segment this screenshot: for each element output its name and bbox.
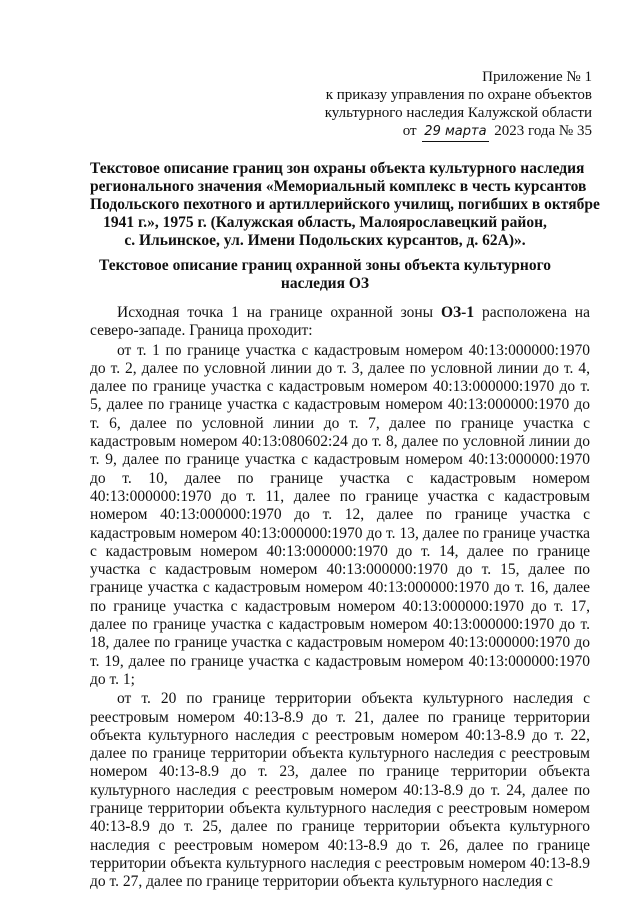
appendix-order-ref: к приказу управления по охране объектов xyxy=(325,87,592,103)
zone-code: ОЗ-1 xyxy=(440,304,475,321)
document-title xyxy=(90,160,600,250)
appendix-authority: культурного наследия Калужской области xyxy=(324,105,592,121)
title-line: с. Ильинское, ул. Имени Подольских курсантов, д. 62А)». xyxy=(124,232,526,249)
date-prefix: от xyxy=(402,123,417,139)
boundary-paragraph-2: от т. 20 по границе территории объекта культурного наследия с реестровым номером 40:13-8.9 до т. 21, далее по границе территории объекта культурного наследия с реестровым номером 40:13-8.9 до т. 22, далее по границе территории объекта культурного наследия с реестровым номером 40:13-8.9 до т. 23, далее по границе территории объекта культурного наследия с реестровым номером 40:13-8.9 до т. 24, далее по границе территории объекта культурного наследия с реестровым номером 40:13-8.9 до т. 25, далее по границе территории объекта культурного наследия с реестровым номером 40:13-8.9 до т. 26, далее по границе территории объекта культурного наследия с реестровым номером 40:13-8.9 до т. 27, далее по границе территории объекта культурного наследия с xyxy=(90,690,590,891)
document-body xyxy=(90,304,590,893)
title-line: Текстовое описание границ зон охраны объекта культурного наследия xyxy=(90,160,585,177)
handwritten-date: 29 марта xyxy=(422,123,488,142)
appendix-number: Приложение № 1 xyxy=(482,69,592,85)
section-title xyxy=(90,257,560,293)
title-line: регионального значения «Мемориальный комплекс в честь курсантов xyxy=(90,178,587,195)
subtitle-line: Текстовое описание границ охранной зоны объекта культурного xyxy=(98,257,552,274)
title-line: 1941 г.», 1975 г. (Калужская область, Малоярославецкий район, xyxy=(103,214,547,231)
subtitle-line: наследия ОЗ xyxy=(280,275,370,292)
title-line: Подольского пехотного и артиллерийского училищ, погибших в октябре xyxy=(90,196,600,213)
appendix-date-line xyxy=(322,122,592,142)
appendix-header xyxy=(322,68,592,142)
boundary-paragraph-1: от т. 1 по границе участка с кадастровым номером 40:13:000000:1970 до т. 2, далее по условной линии до т. 3, далее по условной линии до т. 4, далее по границе участка с кадастровым номером 40:13:000000:1970 до т. 5, далее по границе участка с кадастровым номером 40:13:000000:1970 до т. 6, далее по условной линии до т. 7, далее по границе участка с кадастровым номером 40:13:080602:24 до т. 8, далее по условной линии до т. 9, далее по границе участка с кадастровым номером 40:13:000000:1970 до т. 10, далее по границе участка с кадастровым номером 40:13:000000:1970 до т. 11, далее по границе участка с кадастровым номером 40:13:000000:1970 до т. 12, далее по границе участка с кадастровым номером 40:13:000000:1970 до т. 13, далее по границе участка с кадастровым номером 40:13:000000:1970 до т. 14, далее по границе участка с кадастровым номером 40:13:000000:1970 до т. 15, далее по границе участка с кадастровым номером 40:13:000000:1970 до т. 16, далее по границе участка с кадастровым номером 40:13:000000:1970 до т. 17, далее по границе участка с кадастровым номером 40:13:000000:1970 до т. 18, далее по границе участка с кадастровым номером 40:13:000000:1970 до т. 19, далее по границе участка с кадастровым номером 40:13:000000:1970 до т. 1; xyxy=(90,341,590,688)
date-suffix: 2023 года № 35 xyxy=(494,123,592,139)
intro-text-start: Исходная точка 1 на границе охранной зоны xyxy=(117,304,441,321)
intro-text-end: расположена на северо-западе. Граница проходит: xyxy=(90,304,590,340)
intro-paragraph xyxy=(90,304,590,341)
